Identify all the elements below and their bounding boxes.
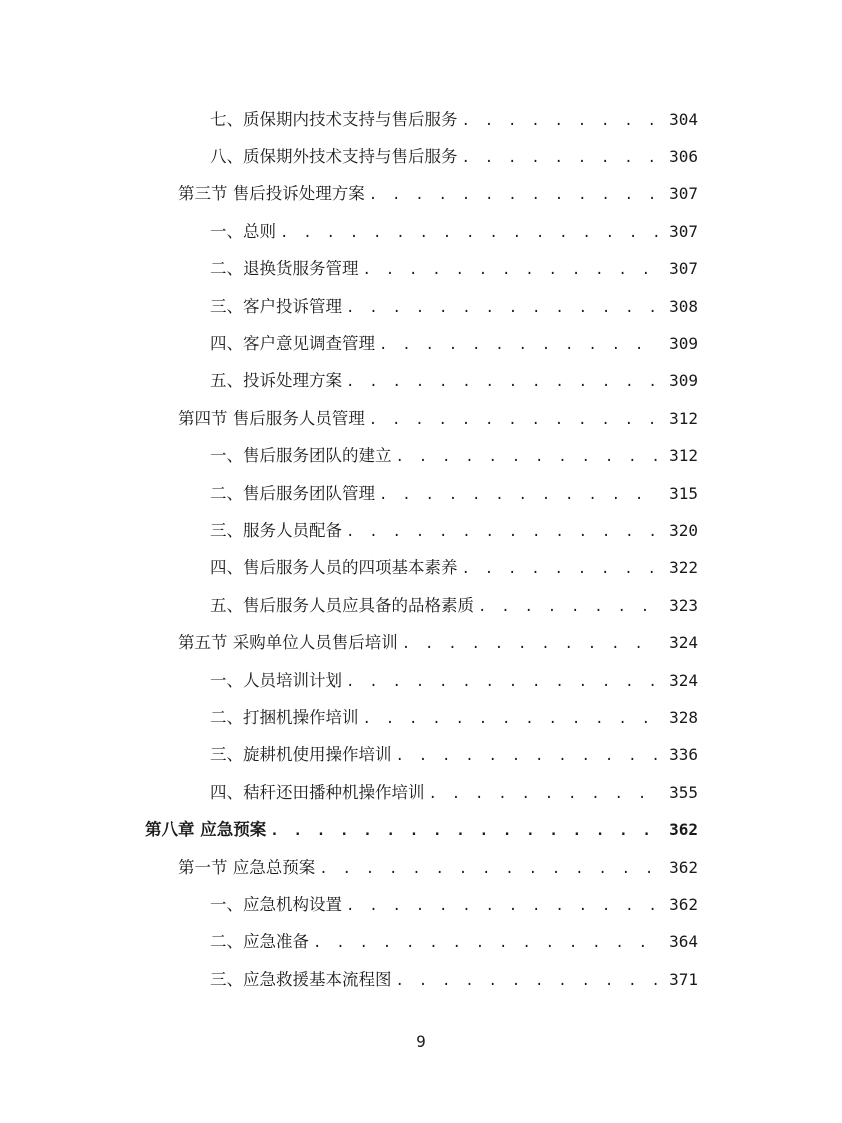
toc-entry[interactable] [0, 400, 842, 437]
toc-entry-page: 364 [669, 932, 698, 952]
dot-leader [363, 260, 659, 280]
toc-entry-page: 307 [669, 221, 698, 241]
toc-entry[interactable] [0, 737, 842, 774]
toc-entry-title: 第四节 售后服务人员管理 [178, 408, 365, 428]
toc-entry-title: 一、人员培训计划 [210, 670, 342, 690]
toc-entry-page: 307 [669, 259, 698, 279]
toc-entry[interactable] [0, 774, 842, 811]
toc-entry[interactable] [0, 699, 842, 736]
page-number: 9 [416, 1032, 426, 1051]
toc-entry-title: 四、客户意见调查管理 [210, 334, 375, 354]
toc-entry-page: 308 [669, 296, 698, 316]
toc-entry-title: 四、售后服务人员的四项基本素养 [210, 558, 458, 578]
toc-entry-title: 三、旋耕机使用操作培训 [210, 745, 392, 765]
dot-leader [346, 672, 658, 692]
dot-leader [396, 447, 659, 467]
toc-entry-title: 八、质保期外技术支持与售后服务 [210, 147, 458, 167]
toc-entry-title: 一、应急机构设置 [210, 894, 342, 914]
toc-entry[interactable] [0, 886, 842, 923]
toc-entry-page: 322 [669, 558, 698, 578]
dot-leader [429, 784, 659, 804]
dot-leader [402, 634, 658, 654]
toc-entry[interactable] [0, 101, 842, 138]
dot-leader [396, 971, 659, 991]
toc-entry[interactable] [0, 624, 842, 661]
toc-entry-title: 三、客户投诉管理 [210, 296, 342, 316]
toc-entry-page: 309 [669, 371, 698, 391]
toc-entry-page: 320 [669, 520, 698, 540]
dot-leader [363, 709, 659, 729]
toc-entry-page: 362 [669, 894, 698, 914]
toc-entry[interactable] [0, 363, 842, 400]
dot-leader [313, 933, 658, 953]
toc-entry-title: 三、服务人员配备 [210, 520, 342, 540]
toc-entry-page: 362 [669, 857, 698, 877]
toc-entry-title: 第三节 售后投诉处理方案 [178, 184, 365, 204]
toc-entry-title: 第一节 应急总预案 [178, 857, 316, 877]
toc-entry-page: 355 [669, 782, 698, 802]
dot-leader [396, 746, 659, 766]
toc-entry[interactable] [0, 251, 842, 288]
dot-leader [346, 522, 658, 542]
toc-entry-page: 371 [669, 969, 698, 989]
toc-entry-title: 七、质保期内技术支持与售后服务 [210, 109, 458, 129]
toc-entry[interactable] [0, 288, 842, 325]
toc-entry-page: 309 [669, 334, 698, 354]
toc-entry[interactable] [0, 924, 842, 961]
dot-leader [462, 111, 659, 131]
dot-leader [462, 559, 659, 579]
toc-entry-title: 一、售后服务团队的建立 [210, 446, 392, 466]
toc-entry[interactable] [0, 512, 842, 549]
toc-entry-page: 323 [669, 595, 698, 615]
dot-leader [379, 335, 658, 355]
toc-entry[interactable] [0, 138, 842, 175]
toc-entry[interactable] [0, 438, 842, 475]
toc-entry-title: 第五节 采购单位人员售后培训 [178, 633, 398, 653]
toc-entry-page: 315 [669, 483, 698, 503]
toc-entry-page: 324 [669, 633, 698, 653]
dot-leader [478, 597, 658, 617]
toc-entry-title: 五、投诉处理方案 [210, 371, 342, 391]
toc-entry-page: 306 [669, 147, 698, 167]
toc-entry[interactable] [0, 475, 842, 512]
toc-entry-title: 第八章 应急预案 [145, 820, 267, 840]
toc-entry-page: 324 [669, 670, 698, 690]
toc-entry-page: 307 [669, 184, 698, 204]
toc-entry-title: 三、应急救援基本流程图 [210, 969, 392, 989]
toc-entry[interactable] [0, 811, 842, 848]
dot-leader [369, 410, 658, 430]
toc-entry-page: 312 [669, 408, 698, 428]
toc-entry-title: 四、秸秆还田播种机操作培训 [210, 782, 425, 802]
toc-entry[interactable] [0, 849, 842, 886]
dot-leader [346, 896, 658, 916]
toc-entry[interactable] [0, 961, 842, 998]
toc-entry[interactable] [0, 662, 842, 699]
toc-entry[interactable] [0, 213, 842, 250]
toc-entry-title: 二、售后服务团队管理 [210, 483, 375, 503]
toc-entry-page: 312 [669, 446, 698, 466]
toc-entry-page: 362 [669, 820, 698, 840]
toc-entry-page: 336 [669, 745, 698, 765]
toc-entry[interactable] [0, 325, 842, 362]
toc-entry-title: 五、售后服务人员应具备的品格素质 [210, 595, 474, 615]
dot-leader [319, 859, 658, 879]
dot-leader [379, 485, 658, 505]
dot-leader [369, 185, 658, 205]
dot-leader [346, 372, 658, 392]
toc-entry[interactable] [0, 587, 842, 624]
toc-entry[interactable] [0, 176, 842, 213]
toc-entry-page: 304 [669, 109, 698, 129]
toc-entry-page: 328 [669, 707, 698, 727]
dot-leader [280, 223, 658, 243]
table-of-contents [0, 101, 842, 998]
dot-leader [462, 148, 659, 168]
dot-leader [270, 821, 658, 841]
toc-entry-title: 二、打捆机操作培训 [210, 707, 359, 727]
dot-leader [346, 298, 658, 318]
toc-entry-title: 二、应急准备 [210, 932, 309, 952]
toc-entry[interactable] [0, 550, 842, 587]
toc-entry-title: 一、总则 [210, 221, 276, 241]
toc-entry-title: 二、退换货服务管理 [210, 259, 359, 279]
